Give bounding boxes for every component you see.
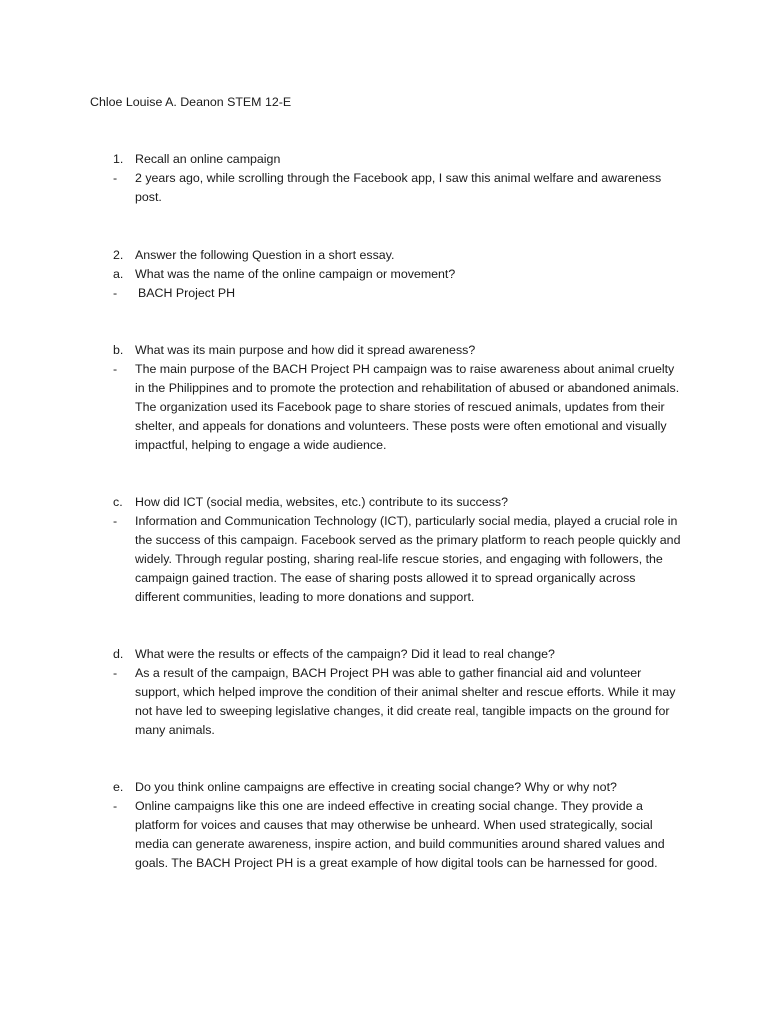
section-prompt: Answer the following Question in a short essay. — [135, 248, 395, 262]
list-letter: e. — [113, 780, 124, 794]
question-row — [113, 150, 683, 169]
list-number: 2. — [113, 248, 124, 262]
question-b — [113, 341, 683, 455]
answer-row — [113, 284, 683, 303]
answer-row — [113, 360, 683, 455]
question-text: What was its main purpose and how did it spread awareness? — [135, 343, 476, 357]
question-text: How did ICT (social media, websites, etc.) contribute to its success? — [135, 495, 509, 509]
list-number: 1. — [113, 152, 124, 166]
question-d — [113, 645, 683, 740]
bullet-dash: - — [113, 171, 118, 185]
question-e — [113, 778, 683, 873]
question-row — [113, 493, 683, 512]
bullet-dash: - — [113, 799, 118, 813]
bullet-dash: - — [113, 362, 118, 376]
question-row — [113, 265, 683, 284]
question-text: Do you think online campaigns are effective in creating social change? Why or why not? — [135, 780, 617, 794]
question-row — [113, 778, 683, 797]
question-row — [113, 341, 683, 360]
answer-text: BACH Project PH — [138, 286, 236, 300]
section-2 — [113, 246, 683, 303]
question-text: What was the name of the online campaign or movement? — [135, 267, 456, 281]
question-text: What were the results or effects of the campaign? Did it lead to real change? — [135, 647, 555, 661]
list-letter: d. — [113, 647, 124, 661]
bullet-dash: - — [113, 666, 118, 680]
question-row — [113, 645, 683, 664]
list-letter: b. — [113, 343, 124, 357]
answer-row — [113, 664, 683, 740]
answer-row — [113, 512, 683, 607]
student-header: Chloe Louise A. Deanon STEM 12-E — [90, 95, 292, 109]
answer-text: 2 years ago, while scrolling through the Facebook app, I saw this animal welfare and awareness post. — [135, 171, 662, 204]
section-1 — [113, 150, 683, 207]
list-letter: a. — [113, 267, 124, 281]
answer-text: Information and Communication Technology (ICT), particularly social media, played a crucial role in the success of this campaign. Facebook served as the primary platform to reach people quickly and widely. Through regular posting, sharing real-life rescue stories, and engaging with followers, the campaign gained traction. The ease of sharing posts allowed it to spread organically across different communities, leading to more donations and support. — [135, 514, 681, 604]
answer-text: As a result of the campaign, BACH Project PH was able to gather financial aid and volunteer support, which helped improve the condition of their animal shelter and rescue efforts. While it may not have led to sweeping legislative changes, it did create real, tangible impacts on the ground for many animals. — [135, 666, 676, 737]
question-row — [113, 246, 683, 265]
answer-row — [113, 169, 683, 207]
answer-text: The main purpose of the BACH Project PH campaign was to raise awareness about animal cruelty in the Philippines and to promote the protection and rehabilitation of abused or abandoned animals. The organization used its Facebook page to share stories of rescued animals, updates from their shelter, and appeals for donations and volunteers. These posts were often emotional and visually impactful, helping to engage a wide audience. — [135, 362, 680, 452]
question-text: Recall an online campaign — [135, 152, 281, 166]
answer-text: Online campaigns like this one are indeed effective in creating social change. They provide a platform for voices and causes that may otherwise be unheard. When used strategically, social media can generate awareness, inspire action, and build communities around shared values and goals. The BACH Project PH is a great example of how digital tools can be harnessed for good. — [135, 799, 665, 870]
bullet-dash: - — [113, 286, 118, 300]
list-letter: c. — [113, 495, 123, 509]
answer-row — [113, 797, 683, 873]
question-c — [113, 493, 683, 607]
bullet-dash: - — [113, 514, 118, 528]
